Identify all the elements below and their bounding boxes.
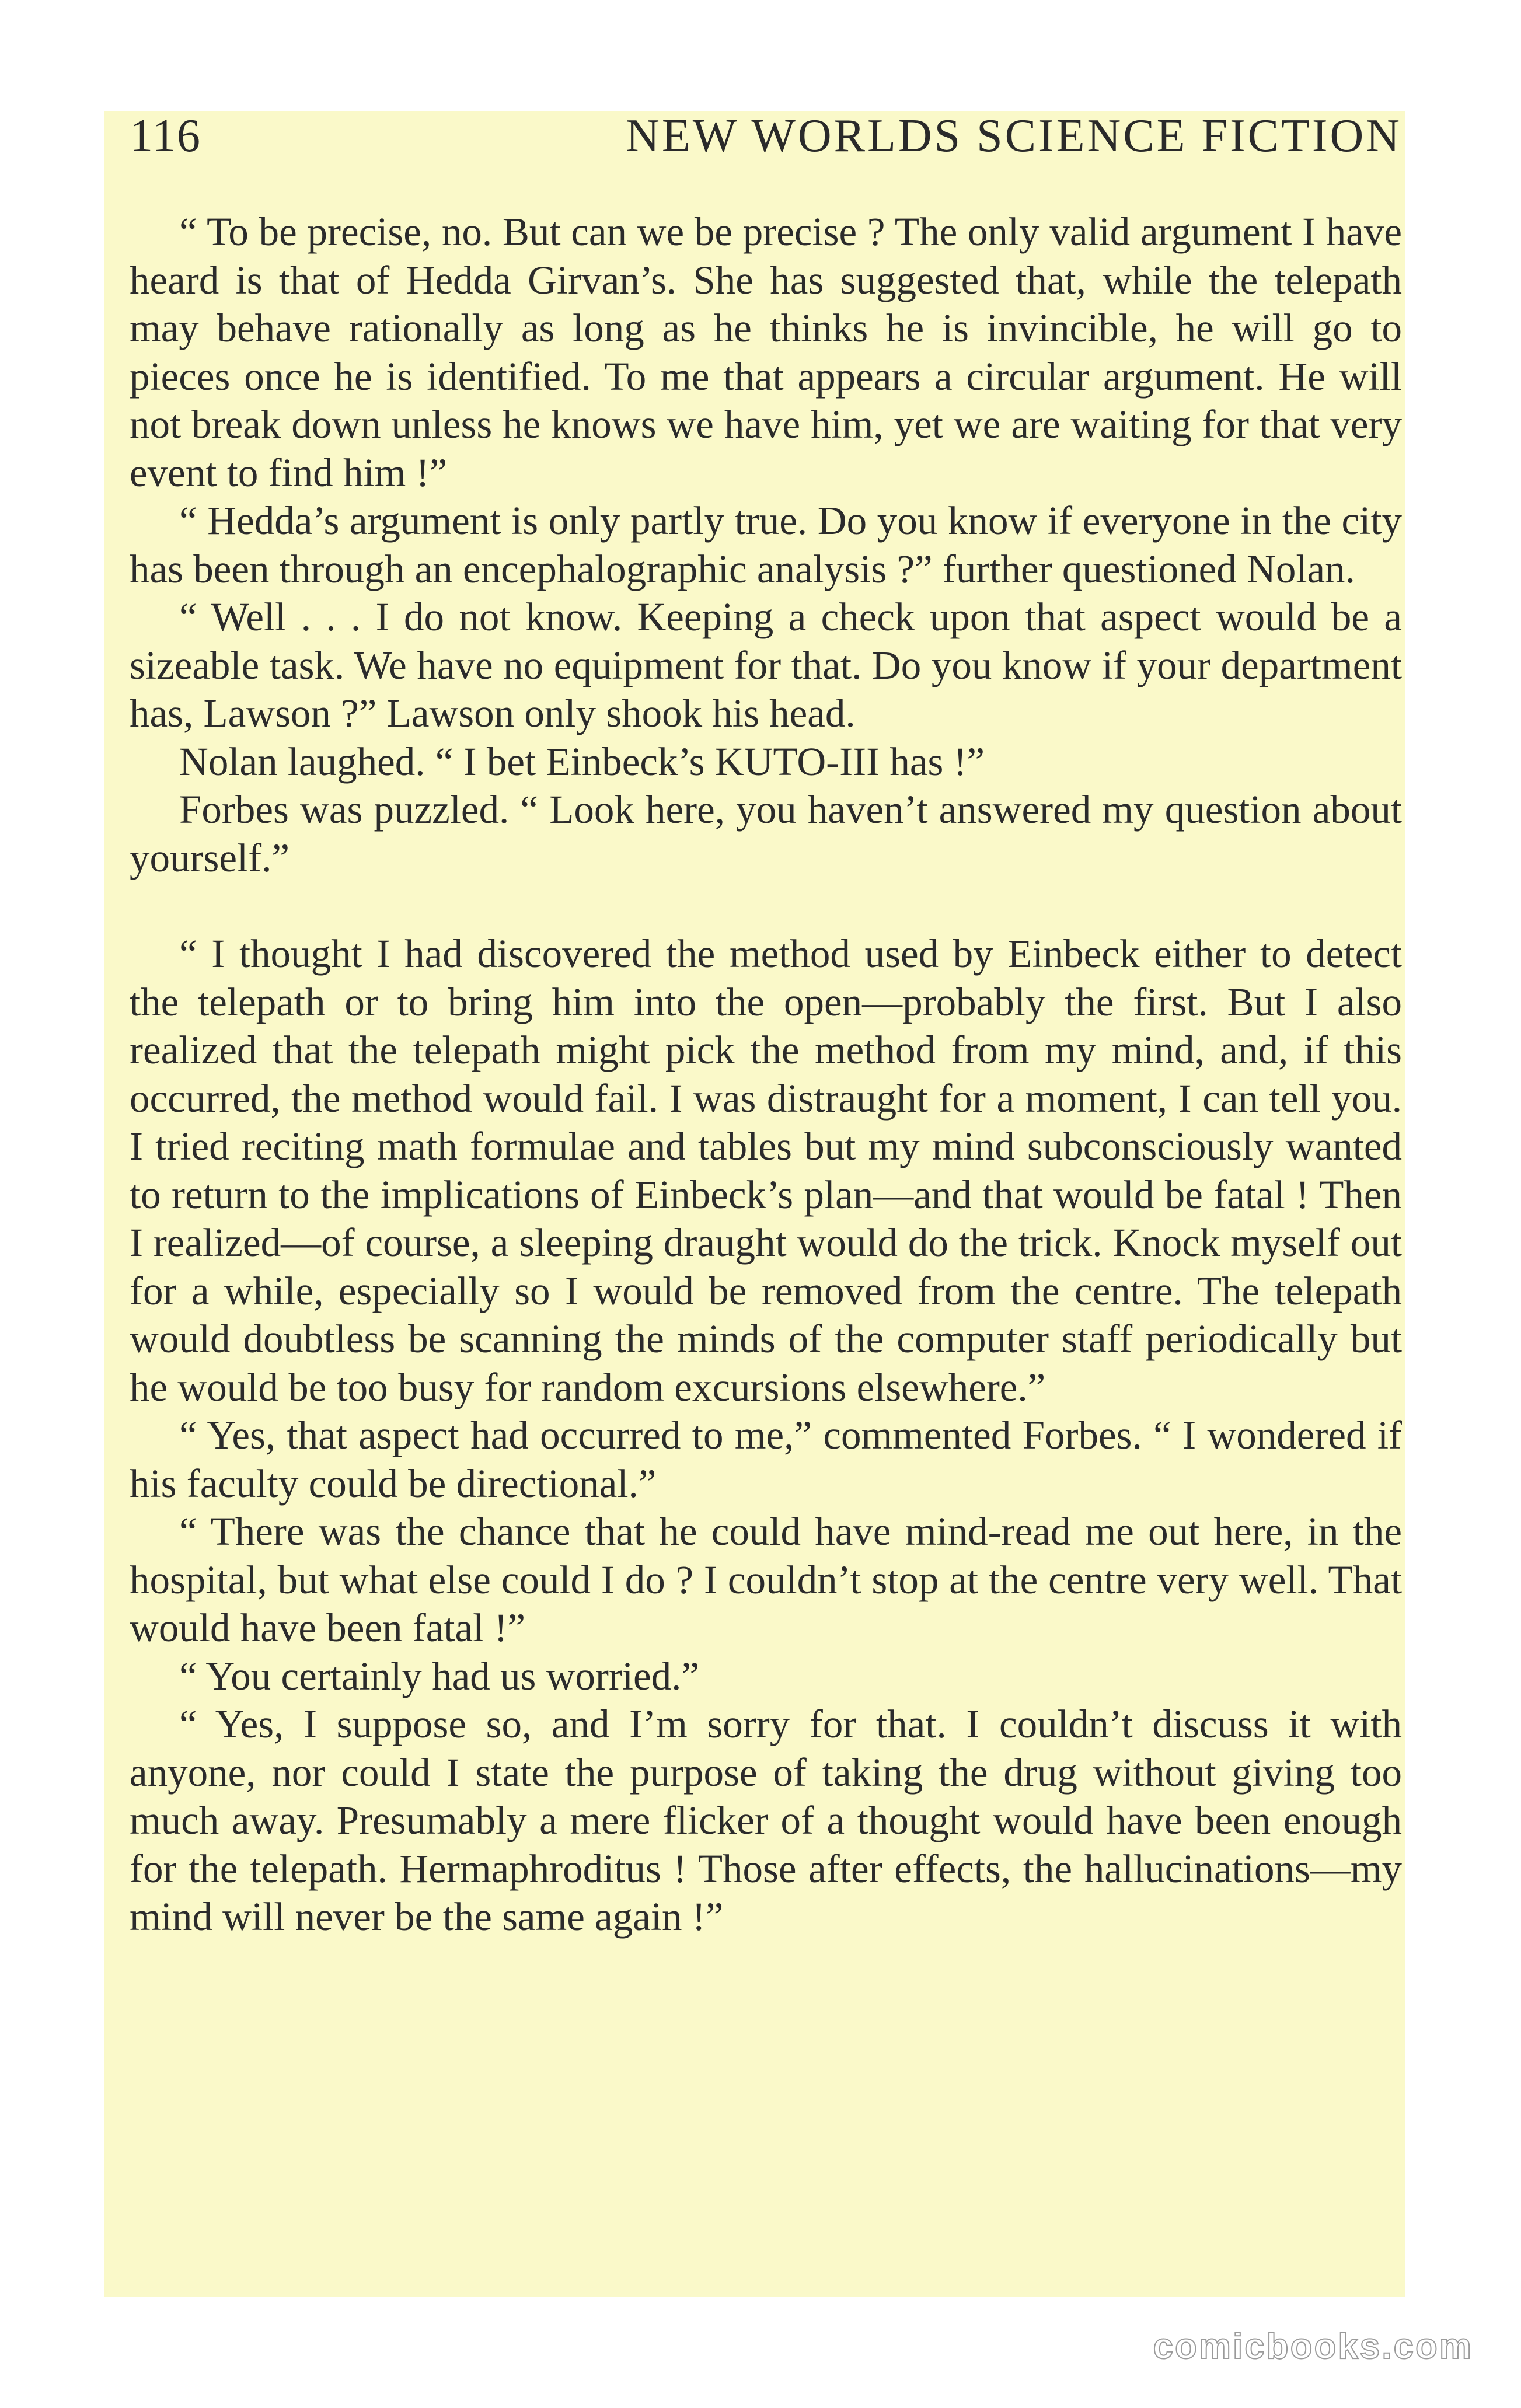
paragraph: “ To be precise, no. But can we be precise ? The only valid argument I have heard is that of Hedda Girvan’s. She has suggested that, while the telepath may behave rationally as long as he thinks he is invincible, he will go to pieces once he is identified. To me that appears a circular argument. He will not break down unless he knows we have him, yet we are waiting for that very event to find him !” [130, 210, 1402, 495]
paragraph: “ Hedda’s argument is only partly true. Do you know if everyone in the city has been through an encephalographic analysis ?” further questioned Nolan. [130, 498, 1402, 591]
story-text [130, 208, 1402, 1941]
paragraph: “ I thought I had discovered the method used by Einbeck either to detect the telepath or to bring him into the open—probably the first. But I also realized that the telepath might pick the method from my mind, and, if this occurred, the method would fail. I was distraught for a moment, I can tell you. I tried reciting math formulae and tables but my mind subconsciously wanted to return to the implications of Einbeck’s plan—and that would be fatal ! Then I realized—of course, a sleeping draught would do the trick. Knock myself out for a while, especially so I would be removed from the centre. The telepath would doubtless be scanning the minds of the computer staff periodically but he would be too busy for random excursions elsewhere.” [130, 931, 1402, 1409]
paragraph: “ Yes, that aspect had occurred to me,” commented Forbes. “ I wondered if his faculty could be directional.” [130, 1413, 1402, 1506]
paragraph: “ Yes, I suppose so, and I’m sorry for that. I couldn’t discuss it with anyone, nor could I state the purpose of taking the drug without giving too much away. Presumably a mere flicker of a thought would have been enough for the telepath. Hermaphroditus ! Those after effects, the hallucinations—my mind will never be the same again !” [130, 1702, 1402, 1939]
paragraph: Nolan laughed. “ I bet Einbeck’s KUTO-III has !” [179, 739, 985, 784]
page-number: 116 [130, 110, 202, 162]
paragraph: “ Well . . . I do not know. Keeping a check upon that aspect would be a sizeable task. We have no equipment for that. Do you know if your department has, Lawson ?” Lawson only shook his head. [130, 595, 1402, 735]
paragraph: Forbes was puzzled. “ Look here, you haven’t answered my question about yourself.” [130, 787, 1402, 880]
running-head: NEW WORLDS SCIENCE FICTION [626, 110, 1402, 162]
watermark: comicbooks.com [1153, 2326, 1473, 2367]
paragraph: “ You certainly had us worried.” [179, 1653, 700, 1698]
page-header [130, 104, 1402, 168]
paragraph: “ There was the chance that he could have mind-read me out here, in the hospital, but what else could I do ? I couldn’t stop at the centre very well. That would have been fatal !” [130, 1509, 1402, 1650]
